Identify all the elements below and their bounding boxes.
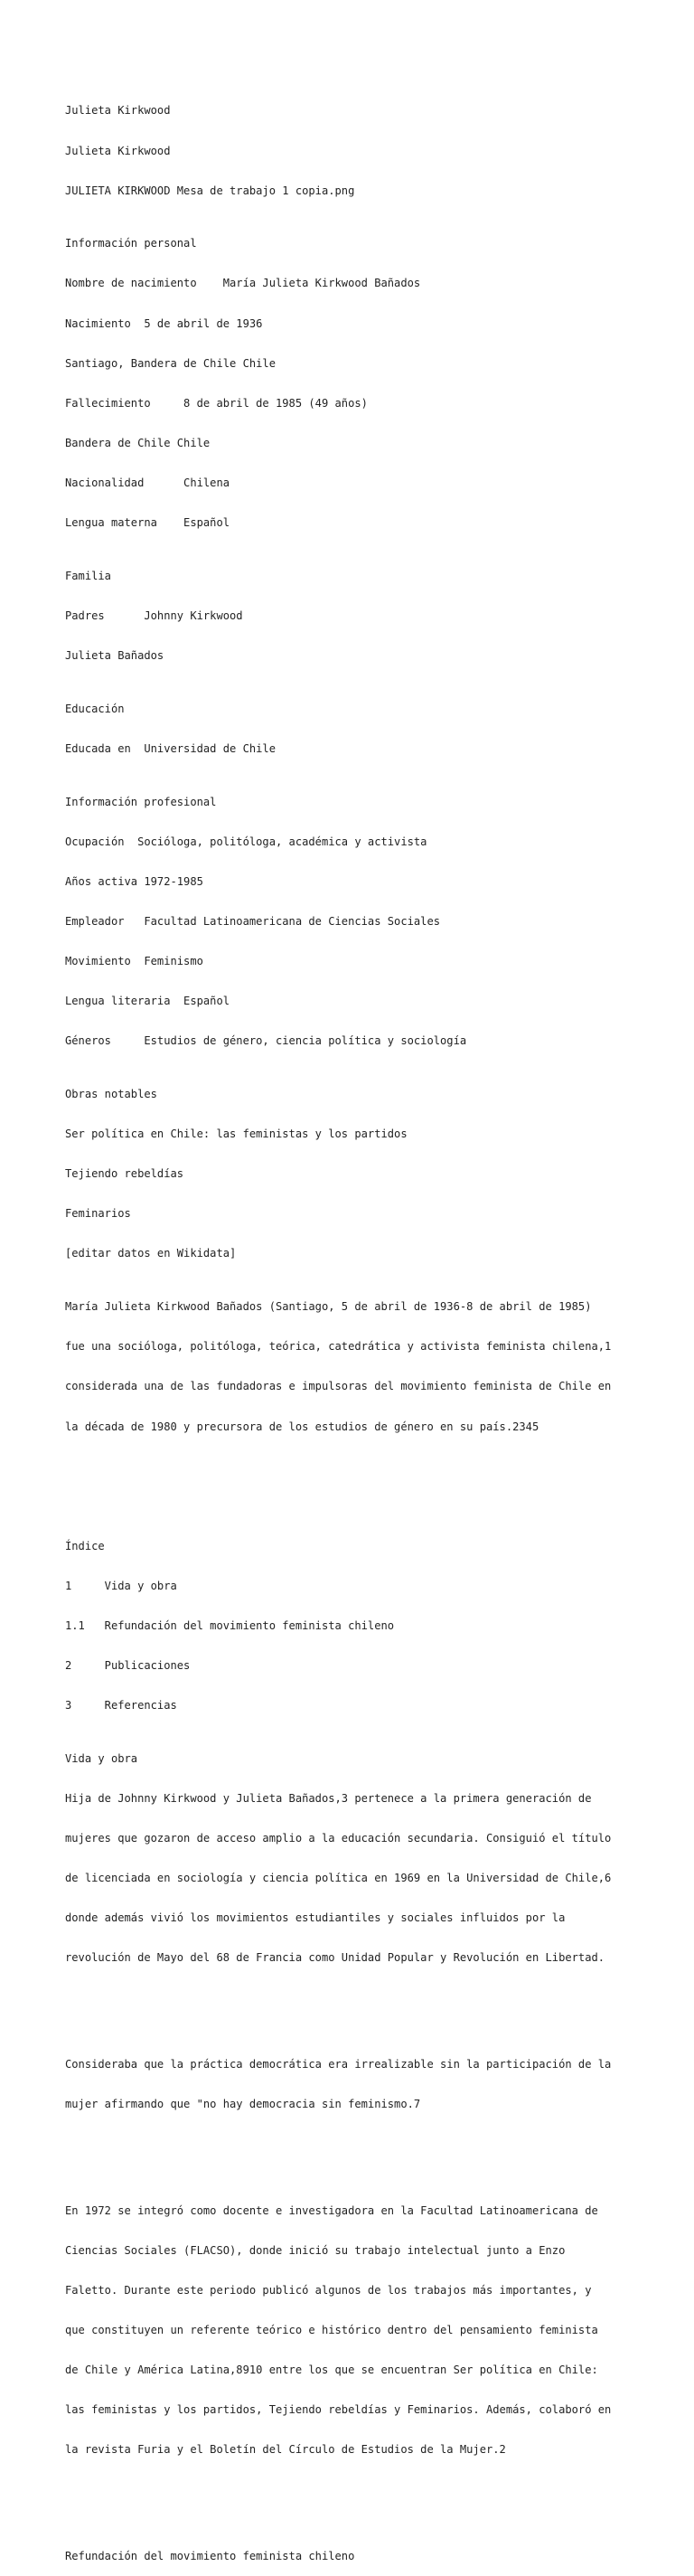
infobox-row: Lengua materna Español [65, 516, 230, 530]
spacer [65, 2151, 643, 2165]
infobox-row: Años activa 1972-1985 [65, 874, 203, 888]
toc-item[interactable]: 2 Publicaciones [65, 1659, 191, 1673]
infobox-heading-family: Familia [65, 569, 111, 582]
infobox-row: Bandera de Chile Chile [65, 436, 211, 449]
infobox-heading-education: Educación [65, 702, 125, 715]
infobox-row: Lengua literaria Español [65, 995, 230, 1008]
paragraph-line: Hija de Johnny Kirkwood y Julieta Bañados,3 pertenece a la primera generación de [65, 1792, 592, 1806]
infobox-row: Julieta Bañados [65, 649, 164, 663]
infobox-row: Tejiendo rebeldías [65, 1167, 184, 1181]
infobox-row: Educada en Universidad de Chile [65, 741, 276, 755]
paragraph-line: Consideraba que la práctica democrática era irrealizable sin la participación de la [65, 2058, 612, 2071]
infobox-row: Nacionalidad Chilena [65, 476, 230, 489]
paragraph-line: donde además vivió los movimientos estudiantiles y sociales influidos por la [65, 1911, 566, 1925]
infobox-row: Nombre de nacimiento María Julieta Kirkwood Bañados [65, 277, 421, 290]
paragraph-line: Ciencias Sociales (FLACSO), donde inició su trabajo intelectual junto a Enzo [65, 2243, 566, 2257]
paragraph-line: mujer afirmando que "no hay democracia sin feminismo.7 [65, 2098, 421, 2111]
paragraph-line: las feministas y los partidos, Tejiendo rebeldías y Feminarios. Además, colaboró en [65, 2403, 612, 2417]
infobox-row: Santiago, Bandera de Chile Chile [65, 356, 276, 370]
infobox-row: Géneros Estudios de género, ciencia política y sociología [65, 1034, 467, 1048]
spacer [65, 2005, 643, 2018]
infobox-row: Movimiento Feminismo [65, 955, 203, 968]
title-line: Julieta Kirkwood [65, 104, 171, 118]
section-heading-life: Vida y obra [65, 1752, 138, 1765]
infobox-row: Fallecimiento 8 de abril de 1985 (49 años) [65, 396, 368, 410]
paragraph-line: de Chile y América Latina,8910 entre los que se encuentran Ser política en Chile: [65, 2364, 598, 2377]
infobox-row: Ser política en Chile: las feministas y los partidos [65, 1128, 408, 1141]
toc-item[interactable]: 1.1 Refundación del movimiento feminista chileno [65, 1619, 395, 1633]
infobox-row: Feminarios [65, 1207, 131, 1221]
paragraph-line: revolución de Mayo del 68 de Francia como Unidad Popular y Revolución en Libertad. [65, 1951, 605, 1965]
paragraph-line: mujeres que gozaron de acceso amplio a la educación secundaria. Consiguió el título [65, 1832, 612, 1845]
infobox-row: Empleador Facultad Latinoamericana de Ciencias Sociales [65, 915, 441, 928]
document-page [65, 78, 643, 2576]
infobox-row: Nacimiento 5 de abril de 1936 [65, 316, 263, 330]
intro-line: la década de 1980 y precursora de los estudios de género en su país.2345 [65, 1420, 539, 1433]
title-line: Julieta Kirkwood [65, 144, 171, 157]
paragraph-line: que constituyen un referente teórico e histórico dentro del pensamiento feminista [65, 2324, 598, 2337]
paragraph-line: Faletto. Durante este periodo publicó algunos de los trabajos más importantes, y [65, 2283, 592, 2297]
intro-line: María Julieta Kirkwood Bañados (Santiago, 5 de abril de 1936-8 de abril de 1985) [65, 1300, 592, 1314]
paragraph-line: En 1972 se integró como docente e investigadora en la Facultad Latinoamericana de [65, 2203, 598, 2217]
paragraph-line: la revista Furia y el Boletín del Círculo de Estudios de la Mujer.2 [65, 2443, 506, 2457]
toc-item[interactable]: 3 Referencias [65, 1699, 177, 1713]
edit-wikidata-link[interactable]: [editar datos en Wikidata] [65, 1247, 237, 1260]
intro-line: considerada una de las fundadoras e impulsoras del movimiento feminista de Chile en [65, 1380, 612, 1393]
image-caption: JULIETA KIRKWOOD Mesa de trabajo 1 copia.png [65, 184, 355, 197]
paragraph-line: de licenciada en sociología y ciencia política en 1969 en la Universidad de Chile,6 [65, 1872, 612, 1885]
infobox-heading-professional: Información profesional [65, 795, 217, 808]
toc-item[interactable]: 1 Vida y obra [65, 1579, 177, 1592]
spacer [65, 2496, 643, 2510]
spacer [65, 1473, 643, 1499]
section-heading-refoundation: Refundación del movimiento feminista chileno [65, 2549, 355, 2562]
infobox-heading-works: Obras notables [65, 1088, 157, 1101]
intro-line: fue una socióloga, politóloga, teórica, catedrática y activista feminista chilena,1 [65, 1340, 612, 1354]
infobox-row: Ocupación Socióloga, politóloga, académica y activista [65, 835, 427, 848]
infobox-row: Padres Johnny Kirkwood [65, 609, 243, 622]
infobox-heading-personal: Información personal [65, 237, 197, 250]
toc-heading: Índice [65, 1539, 105, 1552]
